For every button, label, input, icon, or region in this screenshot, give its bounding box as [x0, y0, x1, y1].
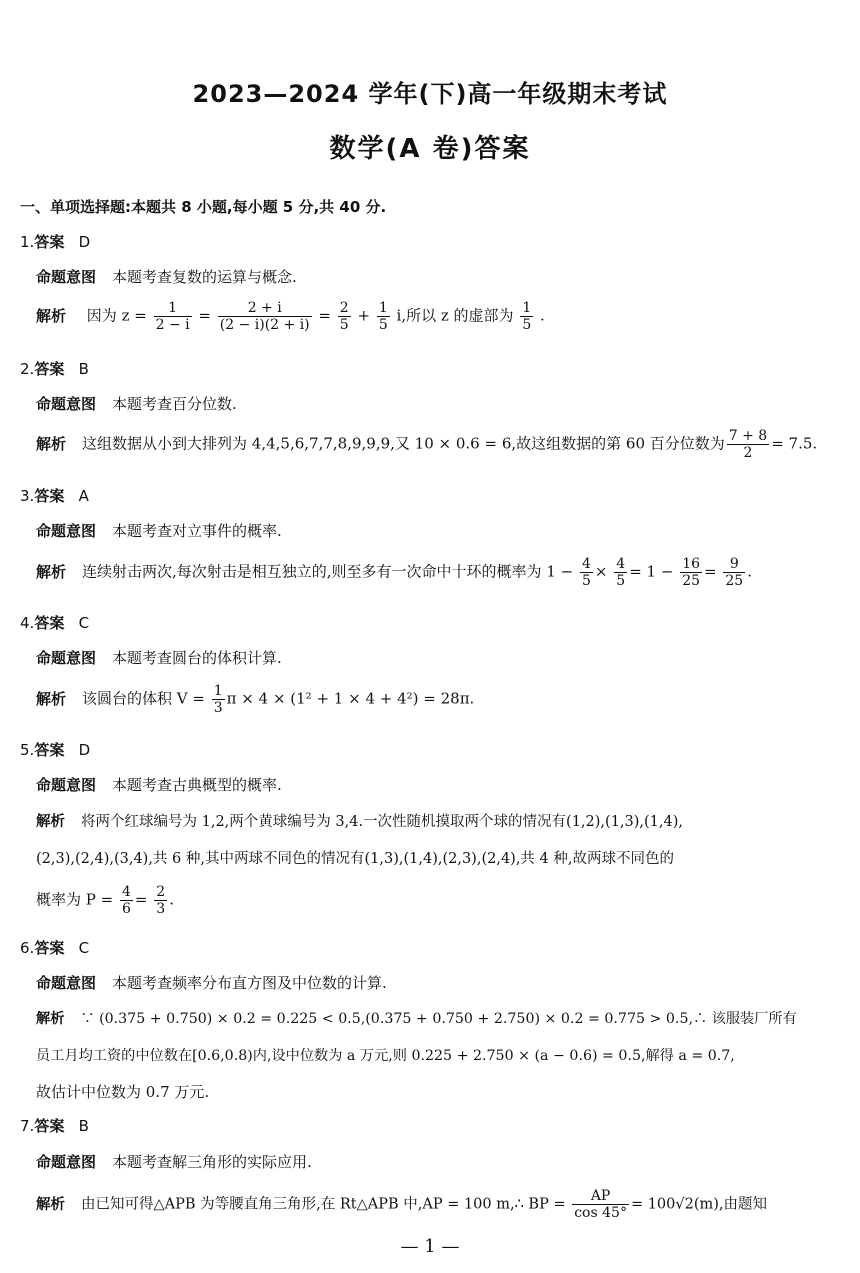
q7-answer: B: [78, 1117, 89, 1135]
q6-answer-line: [20, 937, 89, 958]
q7-text: 由已知可得△APB 为等腰直角三角形,在 Rt△APB 中,AP = 100 m,∴ BP =: [81, 1196, 566, 1213]
q6-analysis-line-1: [36, 1008, 797, 1028]
q2-fraction: $\frac{7 + 8}{2}$: [728, 428, 768, 461]
q4-analysis-line: 解析 该圆台的体积 V = $\frac{1}{3}$ π × 4 × (1² + 1 × 4 + 4²) = 28π.: [36, 683, 475, 716]
q4-number: 4.: [20, 614, 35, 632]
q1-fraction: $\frac{1}{5}$: [522, 300, 532, 333]
q1-analysis-line: 解析 因为 z = $\frac{1}{2 - i}$ = $\frac{2 + i}{(2 - i)(2 + i)}$ = $\frac{2}{5}$ + $\frac{1}{5}$ i,所以 z 的虚部为 $\frac{1}{5}$ .: [36, 300, 545, 333]
analysis-label: 解析: [36, 434, 67, 453]
q5-text: 将两个红球编号为 1,2,两个黄球编号为 3,4.一次性随机摸取两个球的情况有(1,2),(1,3),(1,4),: [81, 814, 684, 830]
q4-fraction: $\frac{1}{3}$: [213, 683, 223, 716]
intent-label: 命题意图: [36, 649, 97, 667]
q1-answer-line: [20, 231, 90, 252]
intent-label: 命题意图: [36, 776, 97, 794]
q2-answer-line: [20, 358, 89, 379]
q6-number: 6.: [20, 939, 35, 957]
q5-analysis-line-2: (2,3),(2,4),(3,4),共 6 种,其中两球不同色的情况有(1,3),(1,4),(2,3),(2,4),共 4 种,故两球不同色的: [36, 851, 674, 867]
q6-intent-line: [36, 972, 387, 993]
q1-intent-line: [36, 266, 297, 287]
q6-intent: 本题考查频率分布直方图及中位数的计算.: [112, 974, 387, 992]
answer-label: 答案: [34, 233, 65, 251]
q4-answer-line: [20, 612, 89, 633]
q2-answer: B: [78, 360, 89, 378]
answer-label: 答案: [34, 741, 65, 759]
q5-intent-line: [36, 774, 282, 795]
analysis-label: 解析: [36, 306, 67, 325]
intent-label: 命题意图: [36, 522, 97, 540]
q3-analysis-line: 解析 连续射击两次,每次射击是相互独立的,则至多有一次命中十环的概率为 1 − $\frac{4}{5}$ × $\frac{4}{5}$ = 1 − $\frac{16}{25}$ = $\frac{9}{25}$ .: [36, 556, 752, 589]
q5-analysis-line-3: 概率为 P = $\frac{4}{6}$ = $\frac{2}{3}$ .: [36, 884, 174, 917]
q3-fraction: $\frac{9}{25}$: [725, 556, 744, 589]
page-subtitle: 数学(A 卷)答案: [329, 134, 531, 164]
q1-answer: D: [78, 233, 91, 251]
answer-label: 答案: [34, 614, 65, 632]
q4-text: 该圆台的体积 V =: [82, 689, 205, 708]
q6-analysis-line-3: 故估计中位数为 0.7 万元.: [36, 1083, 210, 1101]
analysis-label: 解析: [36, 689, 67, 708]
q3-fraction: $\frac{4}{5}$: [616, 556, 626, 589]
q2-number: 2.: [20, 360, 35, 378]
q2-analysis-line: 解析 这组数据从小到大排列为 4,4,5,6,7,7,8,9,9,9,又 10 × 0.6 = 6,故这组数据的第 60 百分位数为 $\frac{7 + 8}{2}$ = 7.5.: [36, 428, 818, 461]
intent-label: 命题意图: [36, 395, 97, 413]
q6-answer: C: [78, 939, 90, 957]
analysis-label: 解析: [36, 1011, 65, 1027]
q3-answer-line: [20, 485, 89, 506]
q1-intent: 本题考查复数的运算与概念.: [112, 268, 297, 286]
q2-text: 这组数据从小到大排列为 4,4,5,6,7,7,8,9,9,9,又 10 × 0.6 = 6,故这组数据的第 60 百分位数为: [82, 434, 725, 453]
intent-label: 命题意图: [36, 268, 97, 286]
q5-fraction: $\frac{4}{6}$: [121, 884, 131, 917]
section-heading: 一、单项选择题:本题共 8 小题,每小题 5 分,共 40 分.: [20, 198, 387, 216]
q5-fraction: $\frac{2}{3}$: [156, 884, 166, 917]
q5-intent: 本题考查古典概型的概率.: [112, 776, 282, 794]
analysis-label: 解析: [36, 1196, 65, 1213]
q7-answer-line: [20, 1115, 89, 1136]
answer-label: 答案: [34, 939, 65, 957]
analysis-label: 解析: [36, 814, 65, 830]
analysis-label: 解析: [36, 562, 67, 581]
q1-fraction: $\frac{2}{5}$: [339, 300, 349, 333]
q3-intent-line: [36, 520, 282, 541]
q3-fraction: $\frac{4}{5}$: [581, 556, 591, 589]
q2-intent-line: [36, 393, 237, 414]
intent-label: 命题意图: [36, 1153, 97, 1171]
intent-label: 命题意图: [36, 974, 97, 992]
q1-number: 1.: [20, 233, 35, 251]
q3-fraction: $\frac{16}{25}$: [682, 556, 701, 589]
page-number: — 1 —: [400, 1236, 460, 1257]
q1-fraction: $\frac{1}{2 - i}$: [155, 300, 190, 333]
q4-intent-line: [36, 647, 282, 668]
q7-fraction: $\frac{AP}{\cos 45^\circ}$: [574, 1188, 627, 1221]
answer-label: 答案: [34, 360, 65, 378]
q6-analysis-line-2: 员工月均工资的中位数在[0.6,0.8)内,设中位数为 a 万元,则 0.225 + 2.750 × (a − 0.6) = 0.5,解得 a = 0.7,: [36, 1048, 735, 1064]
q5-answer-line: [20, 739, 90, 760]
q1-fraction: $\frac{1}{5}$: [378, 300, 388, 333]
q7-intent-line: [36, 1151, 312, 1172]
q7-intent: 本题考查解三角形的实际应用.: [112, 1153, 312, 1171]
q7-number: 7.: [20, 1117, 35, 1135]
q5-number: 5.: [20, 741, 35, 759]
q4-intent: 本题考查圆台的体积计算.: [112, 649, 282, 667]
q3-intent: 本题考查对立事件的概率.: [112, 522, 282, 540]
q2-intent: 本题考查百分位数.: [112, 395, 237, 413]
q1-fraction: $\frac{2 + i}{(2 - i)(2 + i)}$: [219, 300, 310, 333]
q5-analysis-line-1: [36, 810, 683, 831]
q5-answer: D: [78, 741, 91, 759]
answer-label: 答案: [34, 487, 65, 505]
page-title: 2023—2024 学年(下)高一年级期末考试: [192, 80, 668, 108]
q6-text: ∵ (0.375 + 0.750) × 0.2 = 0.225 < 0.5,(0.375 + 0.750 + 2.750) × 0.2 = 0.775 > 0.5,∴ 该服装厂所有: [80, 1011, 797, 1027]
q7-analysis-line: 解析 由已知可得△APB 为等腰直角三角形,在 Rt△APB 中,AP = 100 m,∴ BP = $\frac{AP}{\cos 45^\circ}$ = 100√2(m),由题知: [36, 1188, 768, 1221]
q3-text: 连续射击两次,每次射击是相互独立的,则至多有一次命中十环的概率为 1 −: [82, 562, 574, 581]
answer-label: 答案: [34, 1117, 65, 1135]
q3-answer: A: [78, 487, 89, 505]
q3-number: 3.: [20, 487, 35, 505]
q4-answer: C: [78, 614, 90, 632]
q1-text: 因为 z =: [86, 306, 147, 325]
